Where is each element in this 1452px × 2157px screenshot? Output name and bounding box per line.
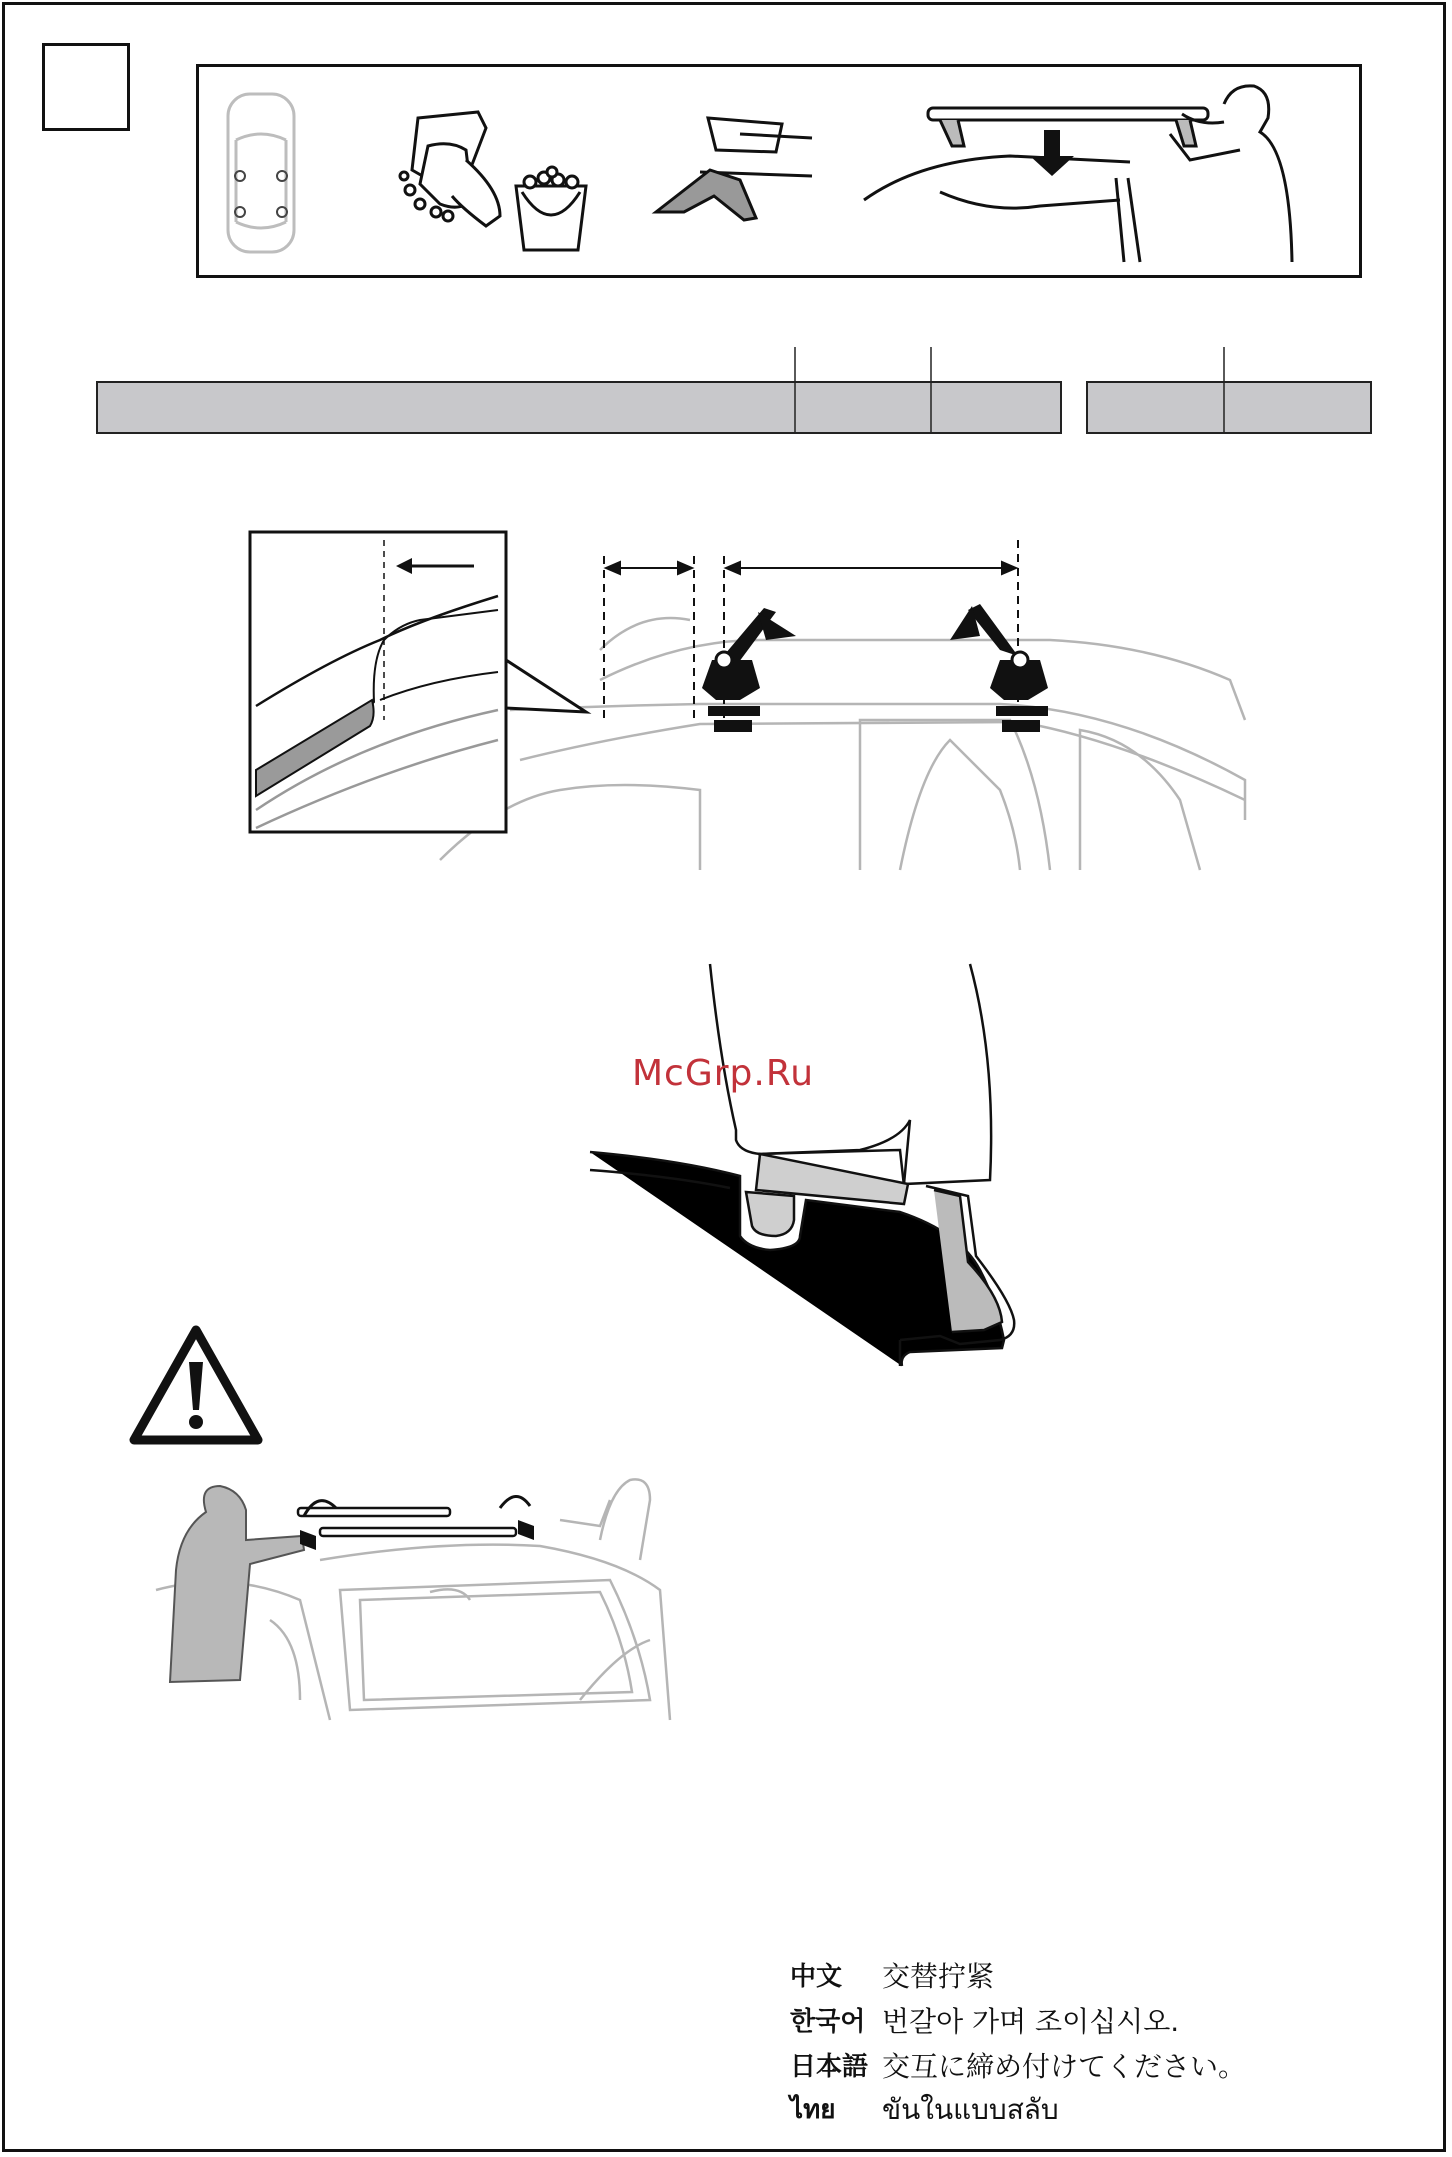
two-person-install-illustration [156,1479,670,1720]
foot-cross-section [590,964,1014,1366]
arrow-down-icon [1030,130,1074,176]
instruction-row-ja [790,2042,1246,2087]
car-top-view-icon [228,94,294,252]
fit-table-right [1086,381,1372,434]
instruction-text: 交互に締め付けてください。 [882,2049,1247,2083]
instruction-row-zh [790,1952,1246,1997]
car-roof-side-view [440,618,1245,870]
roof-bar-loading-illustration [864,86,1292,262]
instruction-row-ko [790,1997,1246,2042]
detail-callout [250,532,586,832]
instruction-text: 交替拧紧 [882,1959,995,1993]
language-label: 한국어 [790,2007,866,2037]
watermark: McGrp.Ru [632,1053,815,1094]
language-label: ไทย [790,2095,836,2125]
instruction-text: 번갈아 가며 조이십시오. [882,2004,1180,2038]
language-instructions [790,1952,1246,2132]
instruction-row-th [790,2087,1246,2132]
roof-foot-rear [950,604,1048,732]
language-label: 日本語 [790,2052,869,2082]
wiping-cloth-icon [656,118,812,220]
roof-foot-front [702,608,796,732]
instruction-text: ขันในแบบสลับ [882,2092,1059,2126]
bucket-icon [516,167,586,250]
warning-triangle-icon [134,1330,258,1440]
language-label: 中文 [790,1962,843,1992]
dimension-lines [604,540,1018,720]
fit-table-left [96,381,1062,434]
washing-hands-icon [400,112,500,226]
